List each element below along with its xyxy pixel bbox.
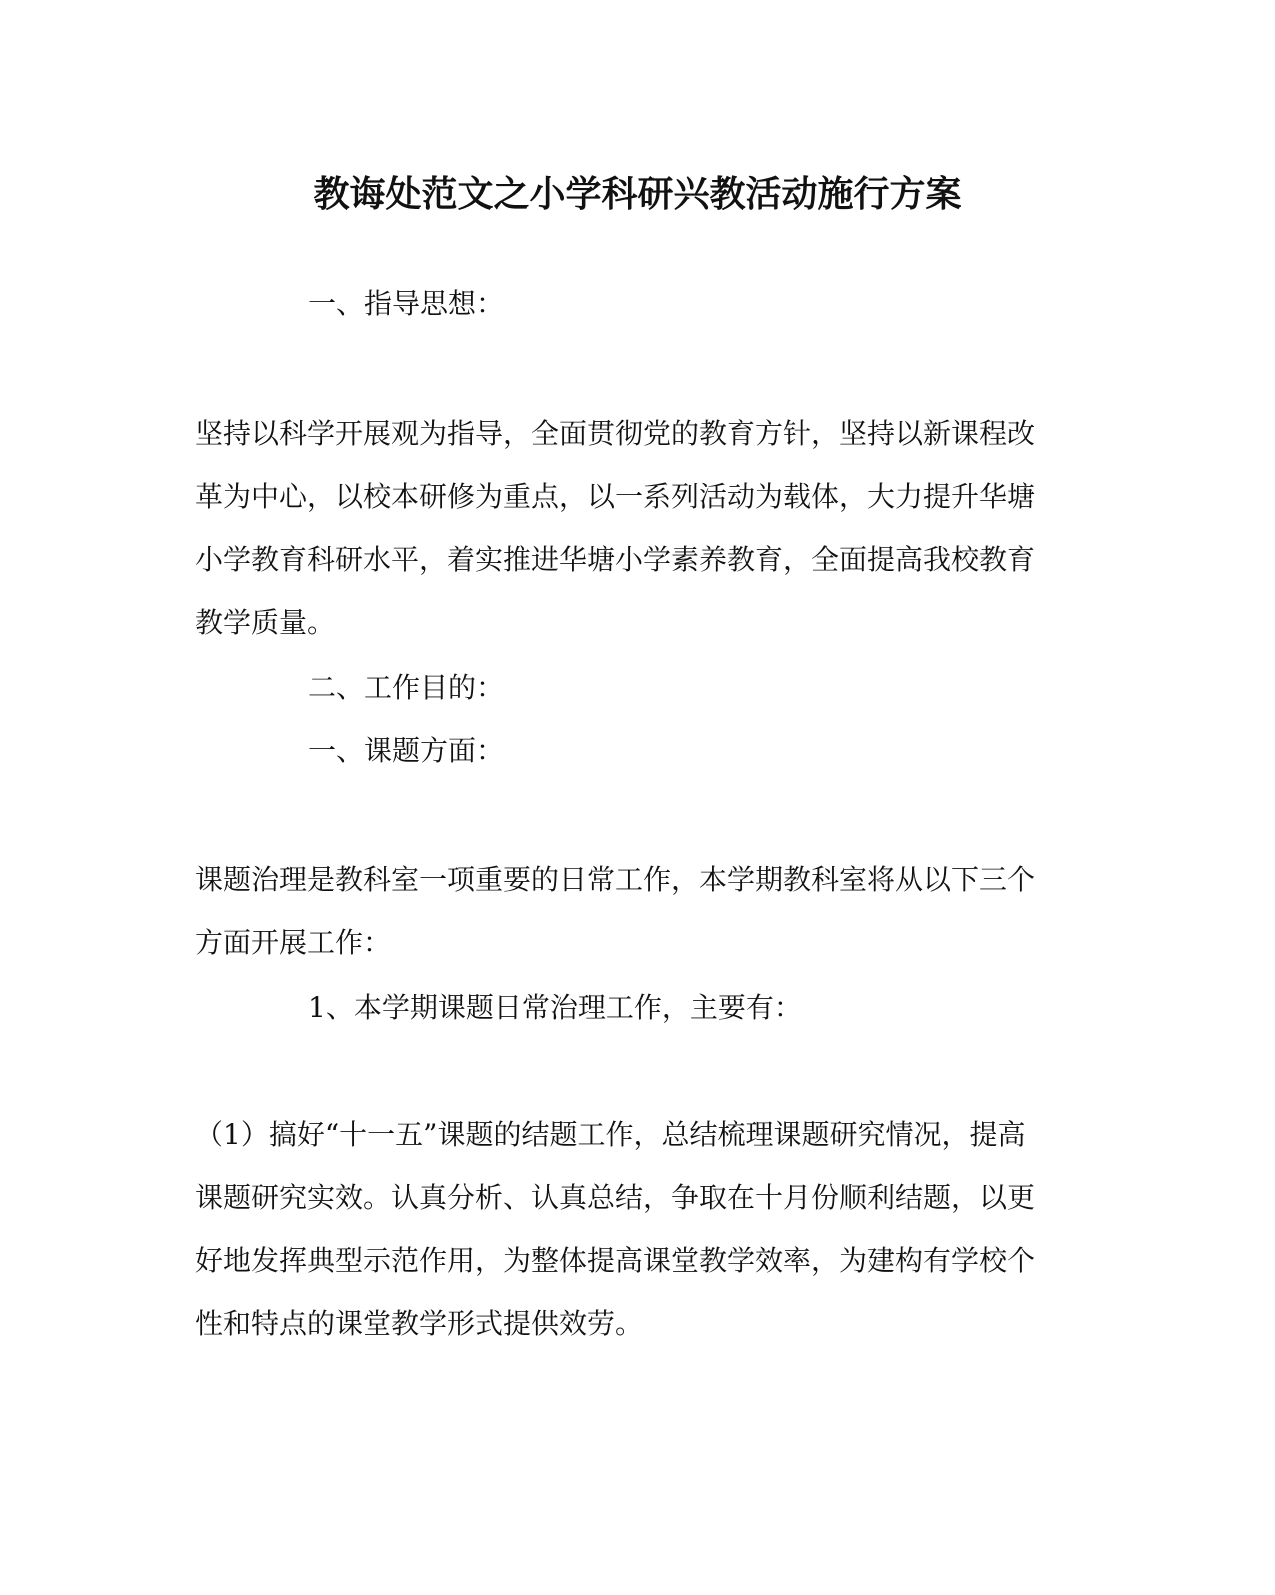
- section-heading-work-goals: 二、工作目的：: [308, 671, 505, 704]
- paragraph-line: （1）搞好“十一五”课题的结题工作，总结梳理课题研究情况，提高: [195, 1118, 1026, 1151]
- paragraph-line: 教学质量。: [195, 606, 336, 639]
- paragraph-line: 课题治理是教科室一项重要的日常工作，本学期教科室将从以下三个: [195, 863, 1036, 896]
- paragraph-line: 小学教育科研水平，着实推进华塘小学素养教育，全面提高我校教育: [195, 543, 1036, 576]
- paragraph-line: 课题研究实效。认真分析、认真总结，争取在十月份顺利结题，以更: [195, 1181, 1036, 1214]
- section-heading-topics: 一、课题方面：: [308, 734, 505, 767]
- paragraph-line: 坚持以科学开展观为指导，全面贯彻党的教育方针，坚持以新课程改: [195, 417, 1036, 450]
- section-heading-guiding-thought: 一、指导思想：: [308, 287, 505, 320]
- paragraph-line: 方面开展工作：: [195, 926, 392, 959]
- document-title: 教诲处范文之小学科研兴教活动施行方案: [313, 173, 962, 215]
- paragraph-line: 性和特点的课堂教学形式提供效劳。: [195, 1307, 644, 1340]
- subsection-heading-daily-management: 1、本学期课题日常治理工作，主要有：: [308, 991, 802, 1024]
- paragraph-line: 好地发挥典型示范作用，为整体提高课堂教学效率，为建构有学校个: [195, 1244, 1036, 1277]
- paragraph-line: 革为中心，以校本研修为重点，以一系列活动为载体，大力提升华塘: [195, 480, 1036, 513]
